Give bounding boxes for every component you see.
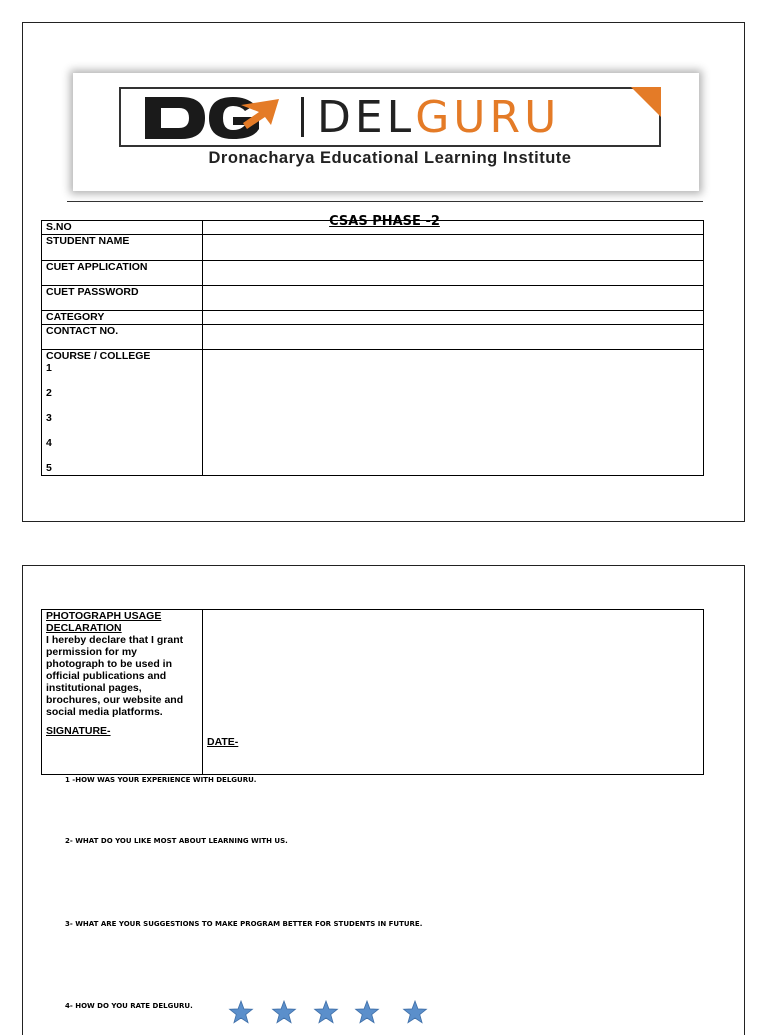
- student-name-field[interactable]: [203, 235, 704, 261]
- cuet-password-label: CUET PASSWORD: [42, 286, 203, 311]
- student-name-label: STUDENT NAME: [42, 235, 203, 261]
- form-title: CSAS PHASE -2: [329, 214, 440, 229]
- brand-name: [317, 91, 560, 145]
- course-slot-5: 5: [46, 462, 52, 474]
- course-college-cell: [42, 350, 203, 476]
- form-page-2: [22, 565, 745, 1035]
- rating-stars: [227, 996, 437, 1026]
- star-icon[interactable]: [356, 1001, 379, 1023]
- category-field[interactable]: [203, 311, 704, 325]
- course-college-label: COURSE / COLLEGE: [46, 350, 151, 362]
- star-icon[interactable]: [230, 1001, 253, 1023]
- question-3: 3- WHAT ARE YOUR SUGGESTIONS TO MAKE PROGRAM BETTER FOR STUDENTS IN FUTURE.: [65, 920, 423, 928]
- sno-field[interactable]: [203, 221, 704, 235]
- brand-name-del: DEL: [317, 92, 416, 143]
- declaration-cell: [42, 610, 203, 775]
- declaration-table: [41, 609, 704, 775]
- star-icon[interactable]: [404, 1001, 427, 1023]
- star-icon[interactable]: [273, 1001, 296, 1023]
- course-slot-3: 3: [46, 412, 52, 424]
- form-page-1: [22, 22, 745, 522]
- logo-box: [119, 87, 661, 147]
- sno-label: S.NO: [42, 221, 203, 235]
- question-4: 4- HOW DO YOU RATE DELGURU.: [65, 1002, 193, 1010]
- brand-tagline: Dronacharya Educational Learning Institute: [208, 149, 572, 167]
- declaration-text: I hereby declare that I grant permission for my photograph to be used in official publications and institutional pages, brochures, our website and social media platforms.: [46, 634, 184, 718]
- cuet-application-label: CUET APPLICATION: [42, 261, 203, 286]
- course-slot-4: 4: [46, 437, 52, 449]
- logo-corner-triangle: [631, 87, 661, 117]
- logo-banner: [73, 73, 699, 191]
- signature-label: SIGNATURE-: [46, 725, 111, 737]
- contact-no-field[interactable]: [203, 325, 704, 350]
- declaration-title: PHOTOGRAPH USAGE DECLARATION: [46, 610, 162, 634]
- category-label: CATEGORY: [42, 311, 203, 325]
- cuet-password-field[interactable]: [203, 286, 704, 311]
- brand-name-guru: GURU: [415, 92, 561, 143]
- course-slot-2: 2: [46, 387, 52, 399]
- logo-separator: [301, 97, 304, 137]
- question-1: 1 -HOW WAS YOUR EXPERIENCE WITH DELGURU.: [65, 776, 257, 784]
- date-label: DATE-: [207, 736, 239, 748]
- course-slot-list: [46, 362, 198, 474]
- star-icon[interactable]: [315, 1001, 338, 1023]
- question-2: 2- WHAT DO YOU LIKE MOST ABOUT LEARNING WITH US.: [65, 837, 288, 845]
- contact-no-label: CONTACT NO.: [42, 325, 203, 350]
- delguru-logo-mark-icon: [143, 95, 283, 141]
- declaration-photo-field[interactable]: [203, 610, 704, 775]
- course-slot-1: 1: [46, 362, 52, 374]
- student-details-table: [41, 220, 704, 476]
- title-divider: [67, 201, 703, 202]
- course-college-field[interactable]: [203, 350, 704, 476]
- cuet-application-field[interactable]: [203, 261, 704, 286]
